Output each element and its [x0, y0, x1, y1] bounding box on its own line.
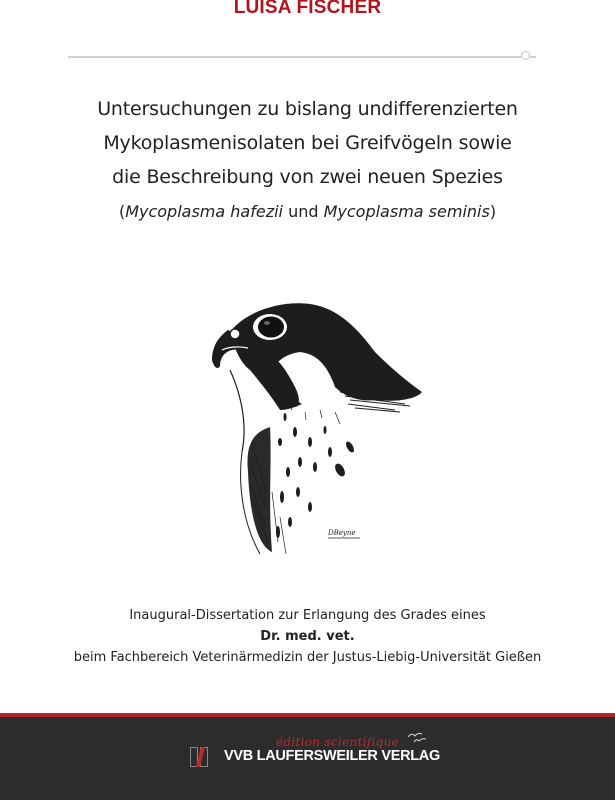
dissertation-line-1: Inaugural-Dissertation zur Erlangung des Grades eines	[129, 608, 486, 623]
publisher-name: VVB LAUFERSWEILER VERLAG	[224, 748, 440, 764]
species-1: Mycoplasma hafezii	[125, 202, 283, 221]
decorative-rule	[68, 56, 521, 58]
book-title	[0, 92, 615, 194]
publisher-script: édition scientifique	[276, 735, 400, 749]
dissertation-info	[0, 605, 615, 668]
rule-tail	[530, 56, 536, 58]
title-line-3: die Beschreibung von zwei neuen Spezies	[112, 166, 503, 188]
publisher-mark-icon	[190, 747, 208, 767]
dissertation-line-3: beim Fachbereich Veterinärmedizin der Justus-Liebig-Universität Gießen	[73, 650, 542, 665]
svg-text:DBeyne: DBeyne	[328, 529, 356, 537]
title-line-2: Mykoplasmenisolaten bei Greifvögeln sowie	[103, 132, 512, 154]
publisher-footer	[0, 717, 615, 800]
falcon-illustration	[200, 292, 430, 562]
author-name: LUISA FISCHER	[233, 0, 382, 18]
book-subtitle: (Mycoplasma hafezii und Mycoplasma seminis)	[118, 202, 497, 221]
title-line-1: Untersuchungen zu bislang undifferenzierten	[97, 98, 518, 120]
rule-circle-icon	[521, 51, 530, 60]
species-2: Mycoplasma seminis	[323, 202, 490, 221]
birds-icon	[406, 729, 428, 745]
publisher-logo	[188, 735, 440, 773]
degree: Dr. med. vet.	[260, 629, 355, 644]
